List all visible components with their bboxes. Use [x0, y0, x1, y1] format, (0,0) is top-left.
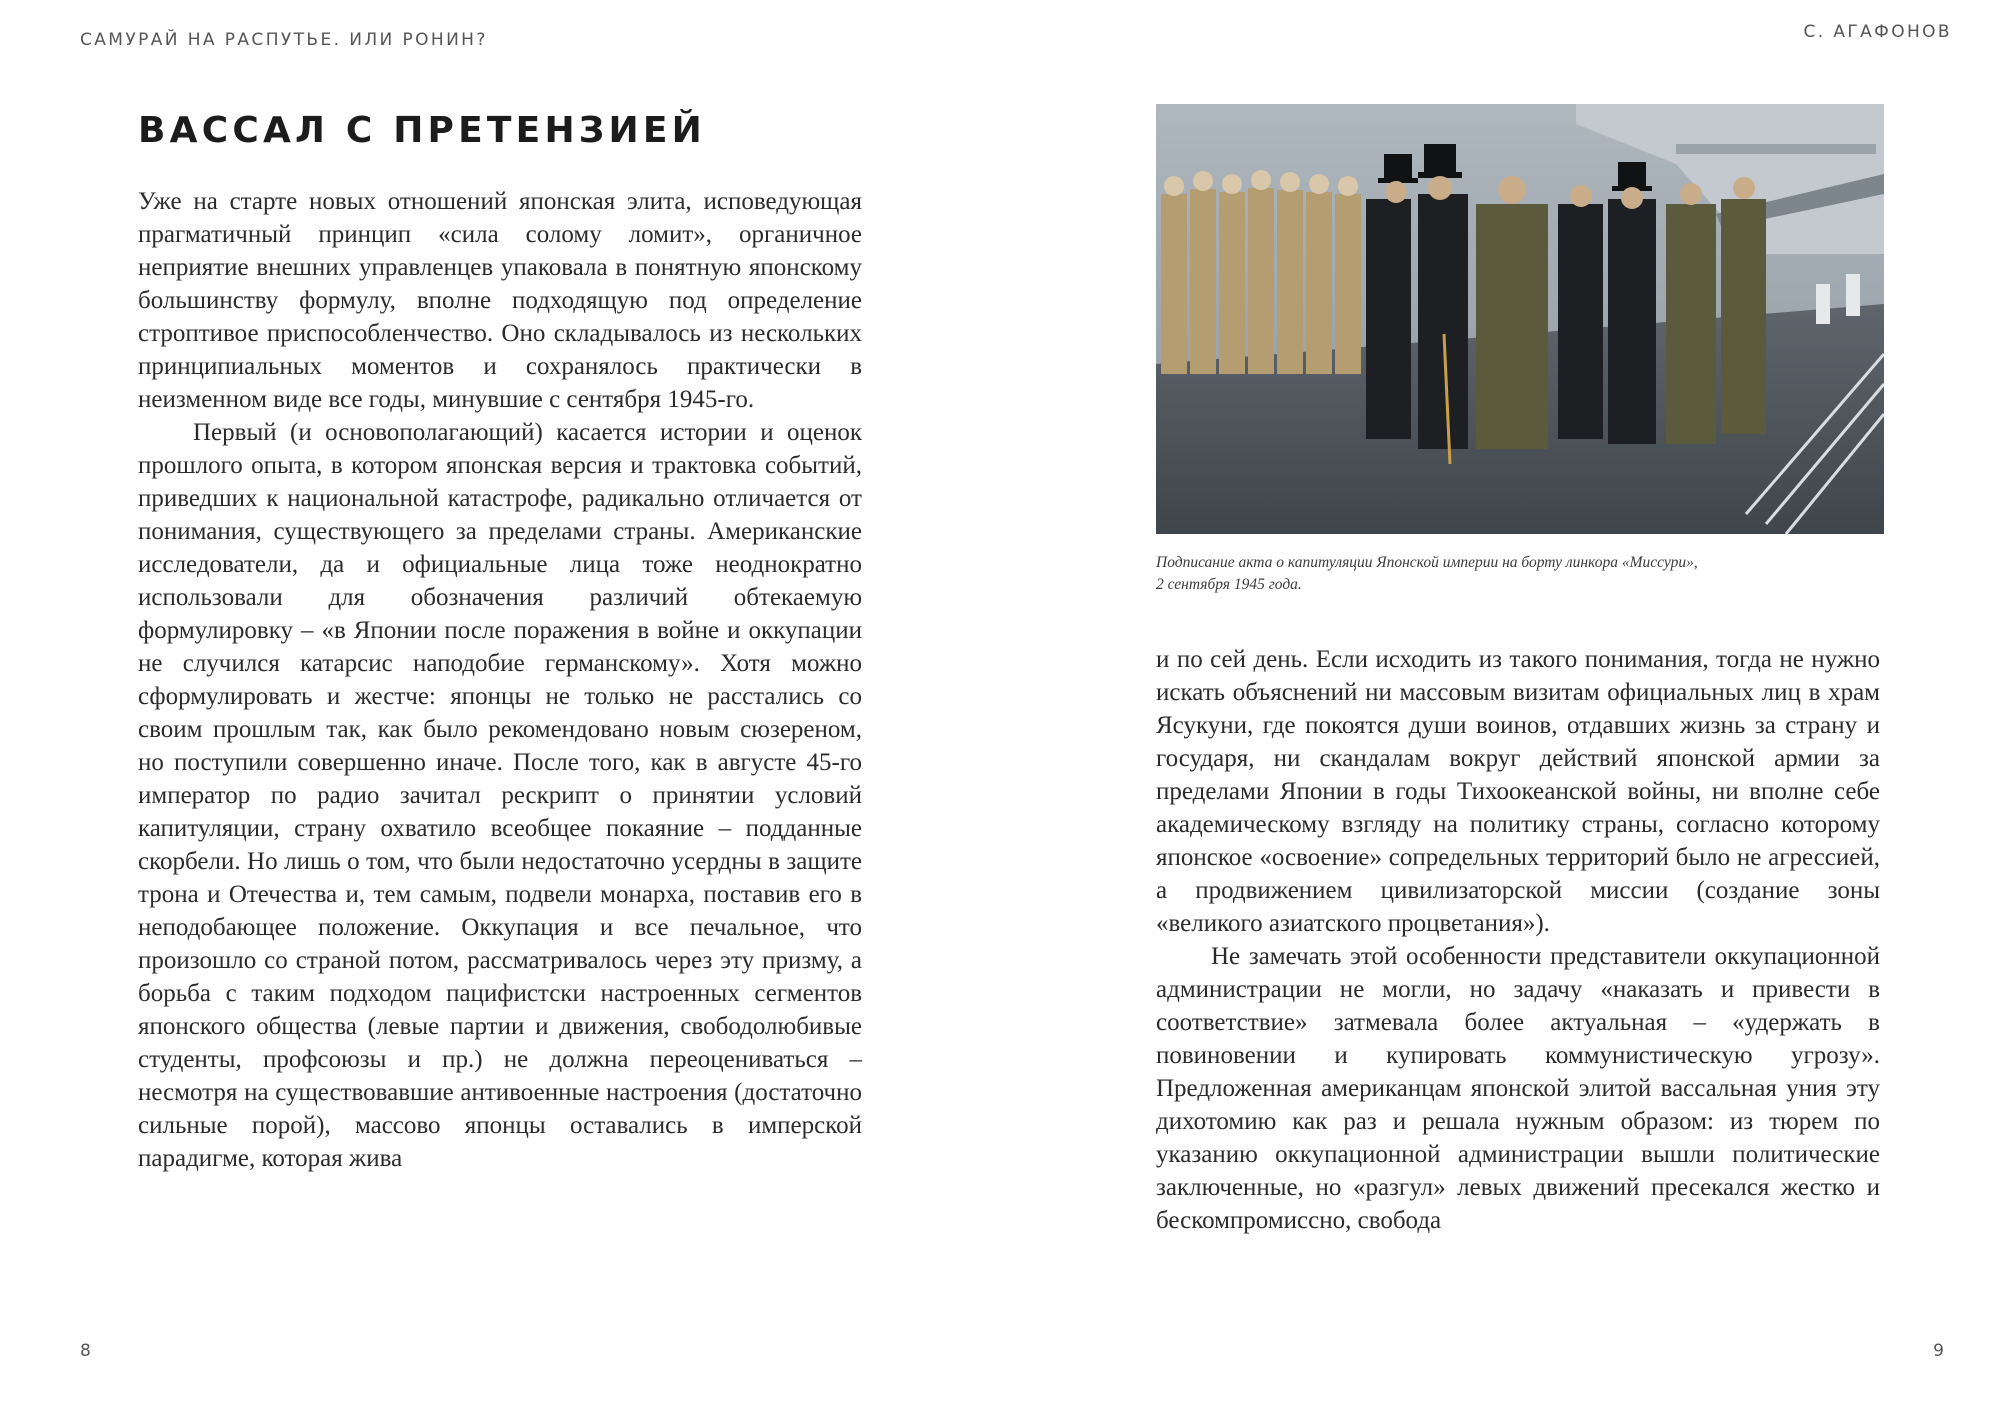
photo-illustration [1156, 104, 1884, 534]
left-text-column [138, 185, 862, 1175]
paragraph-1: Уже на старте новых отношений японская элита, исповедующая прагматичный принцип «сила солому ломит», органичное неприятие внешних управленцев упаковала в понятную японскому большинству формулу, вполне подходящую под определение строптивое приспособленчество. Оно складывалось из нескольких принципиальных моментов и сохранялось практически в неизменном виде все годы, минувшие с сентября 1945-го. [138, 188, 862, 413]
page-number-left: 8 [80, 1341, 91, 1361]
surrender-photo [1156, 104, 1884, 534]
photo-caption [1156, 552, 1884, 596]
chapter-title: ВАССАЛ С ПРЕТЕНЗИЕЙ [138, 110, 706, 151]
caption-line-2: 2 сентября 1945 года. [1156, 576, 1302, 593]
paragraph-4: Не замечать этой особенности представители оккупационной администрации не могли, но задачу «наказать и привести в соответствие» затмевала более актуальная – «удержать в повиновении и купировать коммунистическую угрозу». Предложенная американцам японской элитой вассальная уния эту дихотомию как раз и решала нужным образом: из тюрем по указанию оккупационной администрации вышли политические заключенные, но «разгул» левых движений пресекался жестко и бескомпромиссно, свобода [1156, 943, 1880, 1234]
paragraph-2: Первый (и основополагающий) касается истории и оценок прошлого опыта, в котором японская версия и трактовка событий, приведших к национальной катастрофе, радикально отличается от понимания, существующего за пределами страны. Американские исследователи, да и официальные лица тоже неоднократно использовали для обозначения различий обтекаемую формулировку – «в Японии после поражения в войне и оккупации не случился катарсис наподобие германскому». Хотя можно сформулировать и жестче: японцы не только не расстались со своим прошлым так, как было рекомендовано новым сюзереном, но поступили совершенно иначе. После того, как в августе 45-го император по радио зачитал рескрипт о принятии условий капитуляции, страну охватило всеобщее покаяние – подданные скорбели. Но лишь о том, что были недостаточно усердны в защите трона и Отечества и, тем самым, подвели монарха, поставив его в неподобающее положение. Оккупация и все печальное, что произошло со страной потом, рассматривалось через эту призму, а борьба с таким подходом пацифистски настроенных сегментов японского общества (левые партии и движения, свободолюбивые студенты, профсоюзы и пр.) не должна переоцениваться – несмотря на существовавшие антивоенные настроения (достаточно сильные порой), массово японцы оставались в имперской парадигме, которая жива [138, 419, 862, 1172]
page-number-right: 9 [1933, 1341, 1944, 1361]
right-text-column [1156, 643, 1880, 1237]
caption-line-1: Подписание акта о капитуляции Японской империи на борту линкора «Миссури», [1156, 554, 1698, 571]
running-head-left: САМУРАЙ НА РАСПУТЬЕ. ИЛИ РОНИН? [80, 30, 488, 50]
paragraph-3: и по сей день. Если исходить из такого понимания, тогда не нужно искать объяснений ни массовым визитам официальных лиц в храм Ясукуни, где покоятся души воинов, отдавших жизнь за страну и государя, ни скандалам вокруг действий японской армии за пределами Японии в годы Тихоокеанской войны, ни вполне себе академическому взгляду на политику страны, согласно которому японское «освоение» сопредельных территорий было не агрессией, а продвижением цивилизаторской миссии (создание зоны «великого азиатского процветания»). [1156, 646, 1880, 937]
running-head-right: С. АГАФОНОВ [1803, 22, 1952, 42]
